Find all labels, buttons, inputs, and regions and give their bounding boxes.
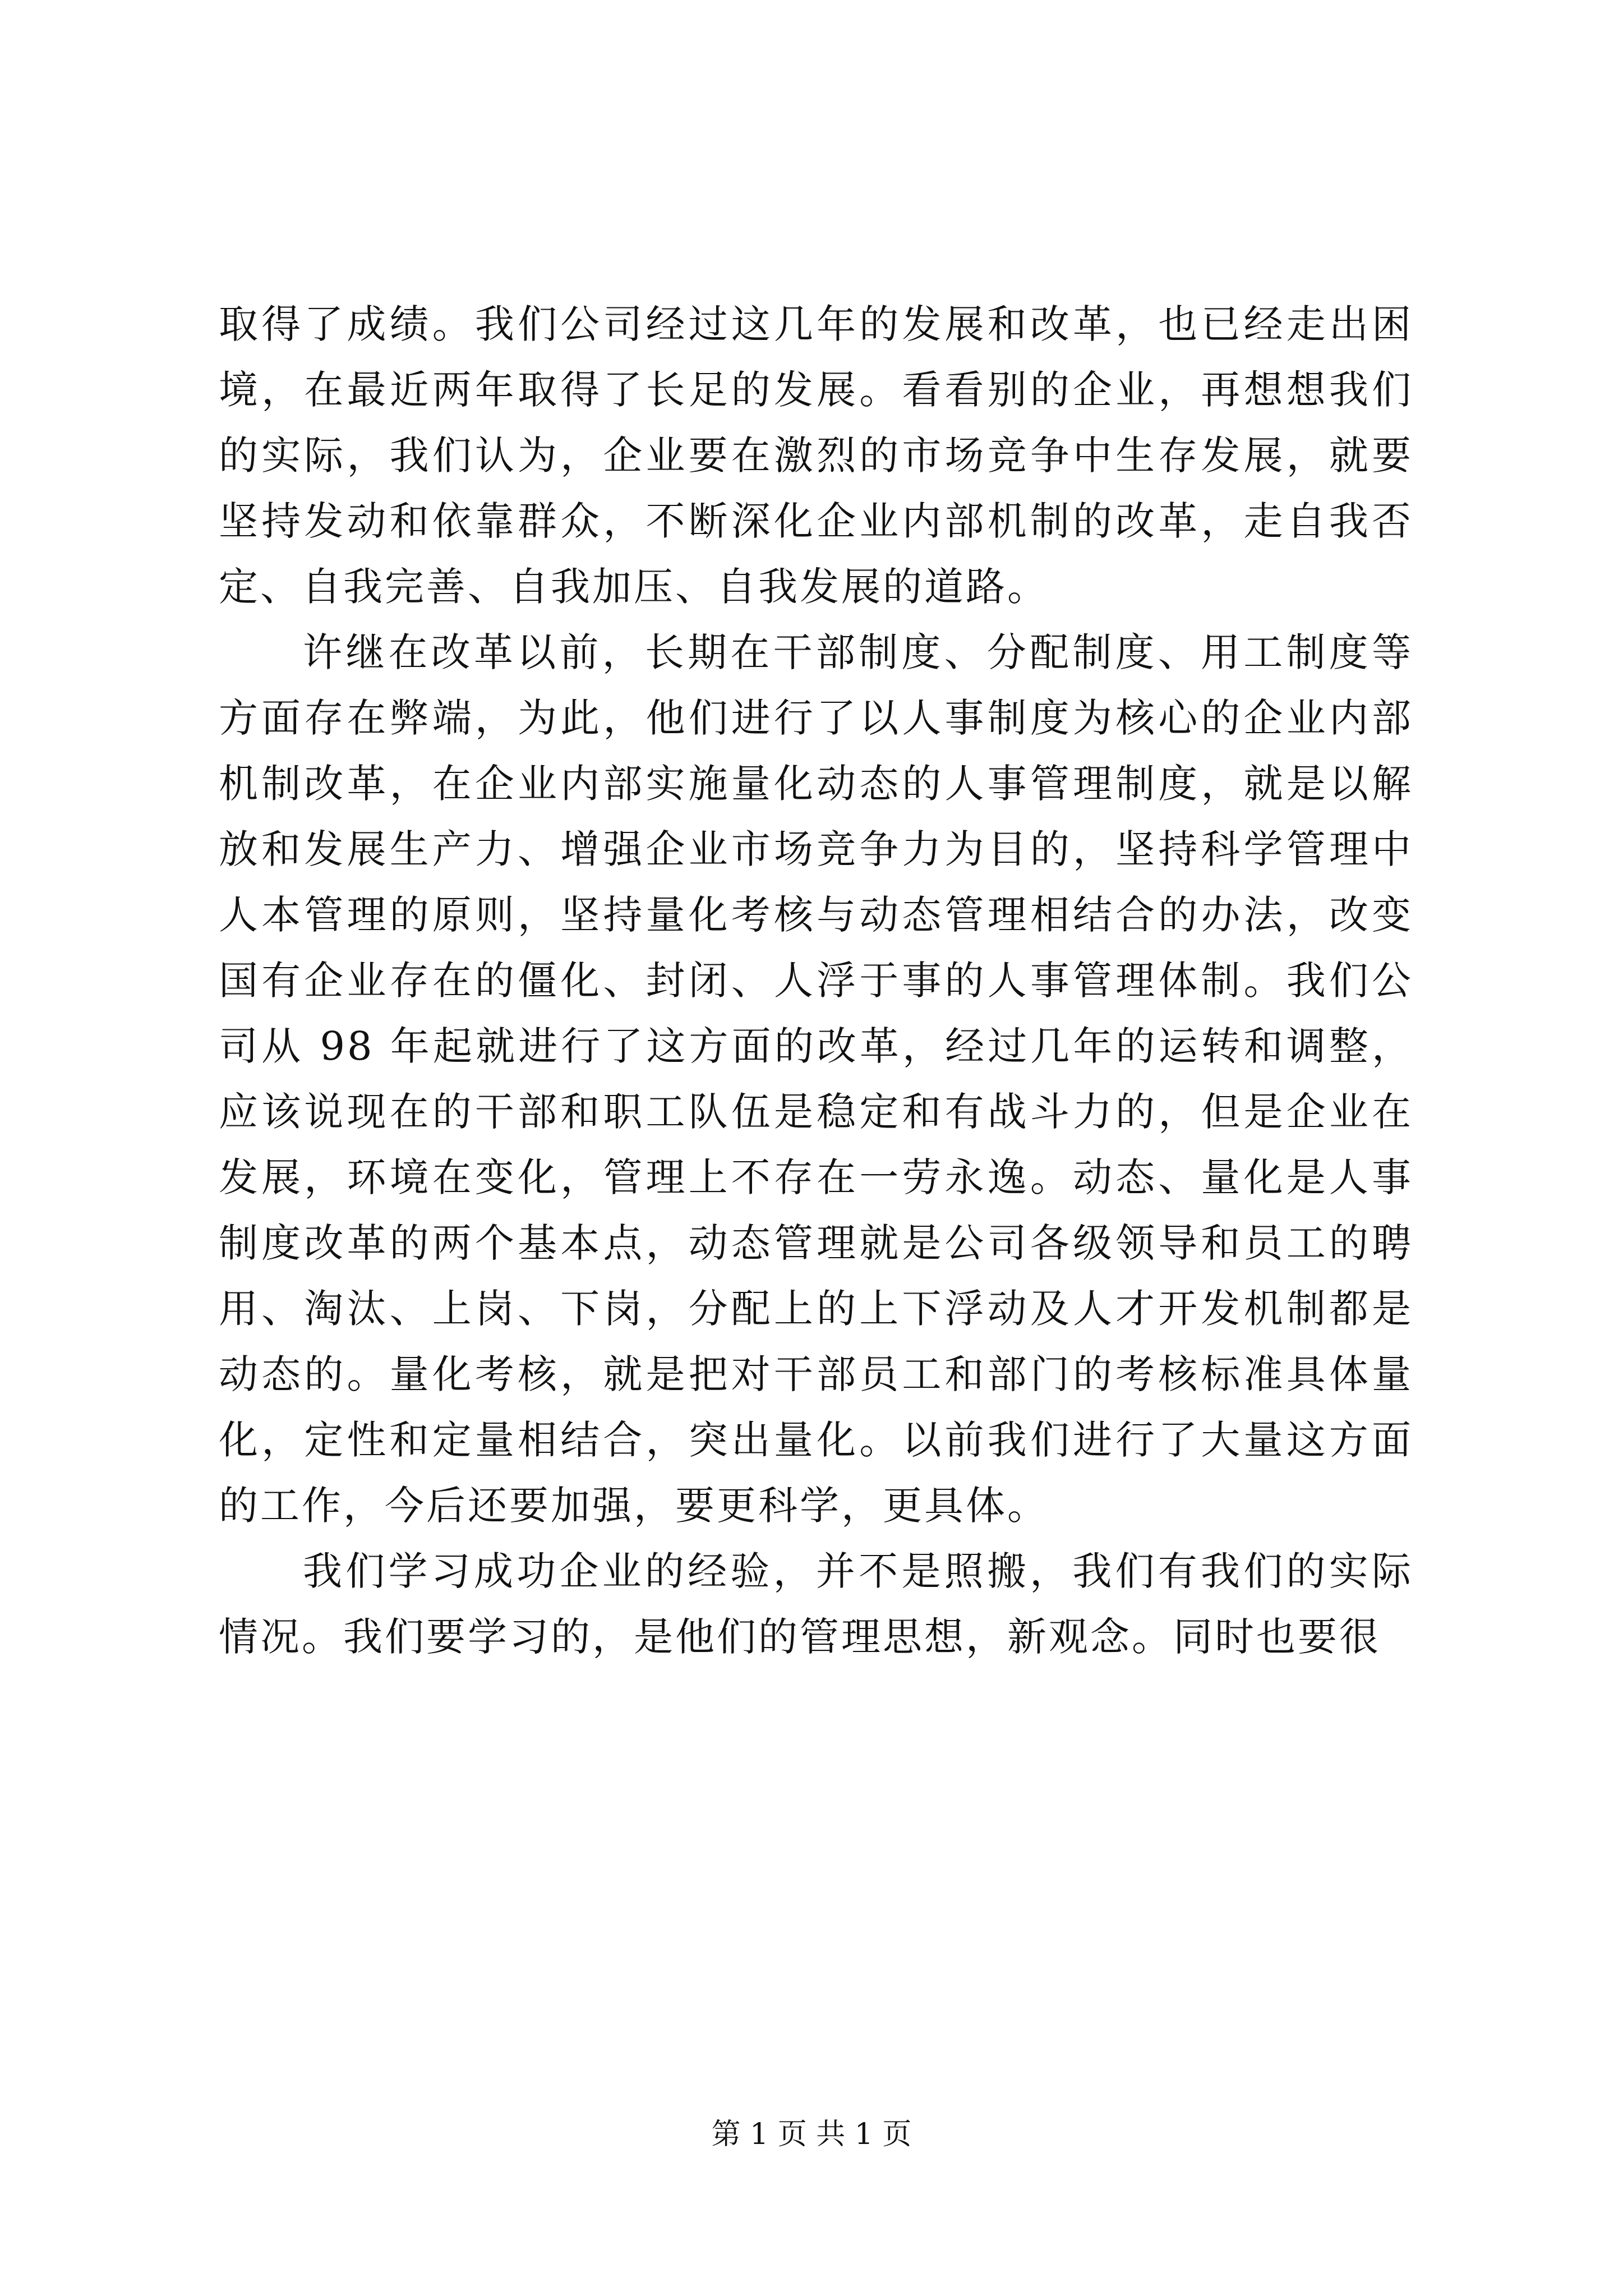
paragraph-3: 我们学习成功企业的经验，并不是照搬，我们有我们的实际情况。我们要学习的，是他们的管理思想，新观念。同时也要很	[219, 1548, 1413, 1660]
page-footer: 第 1 页 共 1 页	[711, 2118, 912, 2151]
paragraph-1: 取得了成绩。我们公司经过这几年的发展和改革，也已经走出困境，在最近两年取得了长足的发展。看看别的企业，再想想我们的实际，我们认为，企业要在激烈的市场竞争中生存发展，就要坚持发动和依靠群众，不断深化企业内部机制的改革，走自我否定、自我完善、自我加压、自我发展的道路。	[219, 301, 1413, 610]
body-text	[219, 292, 1413, 1670]
paragraph-2: 许继在改革以前，长期在干部制度、分配制度、用工制度等方面存在弊端，为此，他们进行了以人事制度为核心的企业内部机制改革，在企业内部实施量化动态的人事管理制度，就是以解放和发展生产力、增强企业市场竞争力为目的，坚持科学管理中人本管理的原则，坚持量化考核与动态管理相结合的办法，改变国有企业存在的僵化、封闭、人浮于事的人事管理体制。我们公司从 98 年起就进行了这方面的改革，经过几年的运转和调整，应该说现在的干部和职工队伍是稳定和有战斗力的，但是企业在发展，环境在变化，管理上不存在一劳永逸。动态、量化是人事制度改革的两个基本点，动态管理就是公司各级领导和员工的聘用、淘汰、上岗、下岗，分配上的上下浮动及人才开发机制都是动态的。量化考核，就是把对干部员工和部门的考核标准具体量化，定性和定量相结合，突出量化。以前我们进行了大量这方面的工作，今后还要加强，要更科学，更具体。	[219, 629, 1413, 1529]
